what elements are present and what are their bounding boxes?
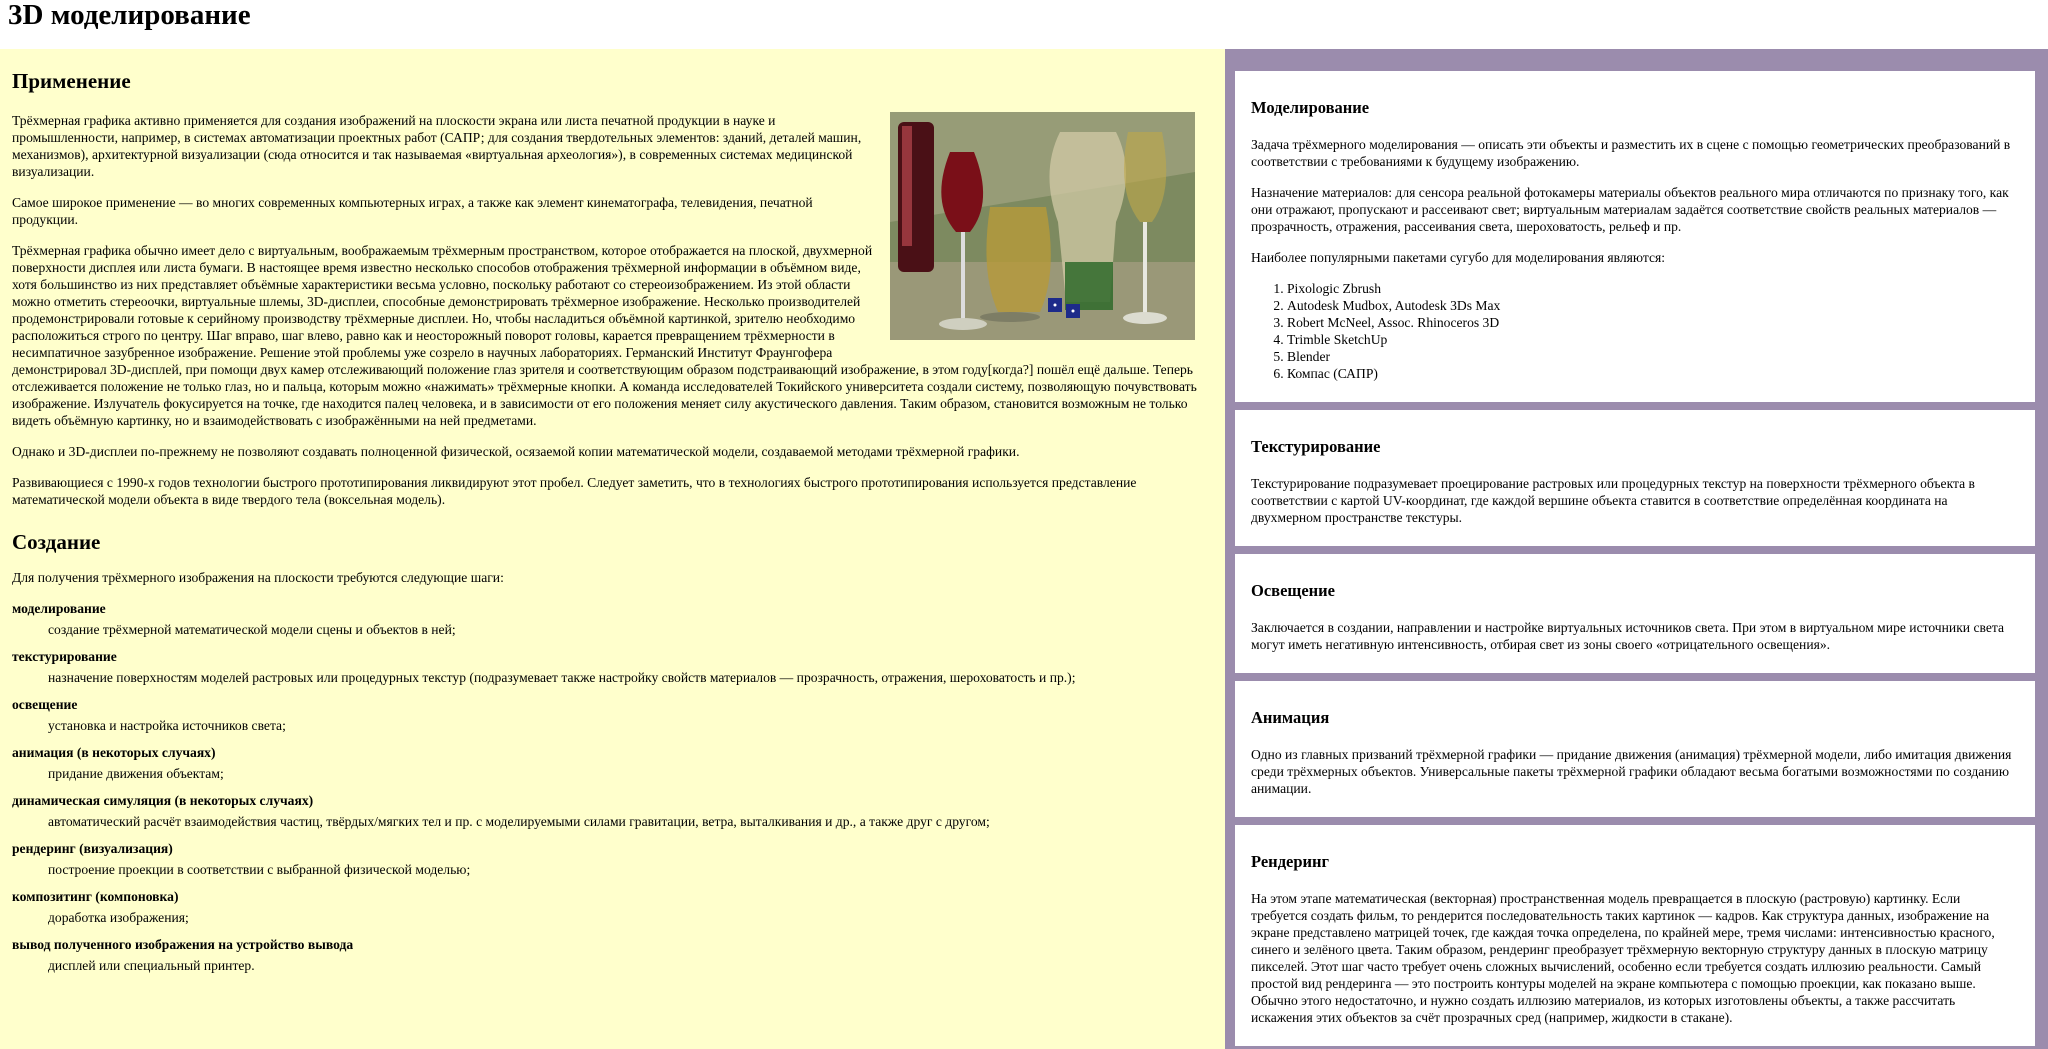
sidebar: [1225, 49, 2048, 1049]
creation-heading: Создание: [12, 530, 101, 554]
step-description: дисплей или специальный принтер.: [48, 958, 255, 973]
texturing-heading: Текстурирование: [1251, 437, 1381, 456]
modeling-paragraph: Наиболее популярными пакетами сугубо для моделирования являются:: [1251, 250, 1666, 265]
animation-card: [1235, 681, 2035, 817]
rendering-text: На этом этапе математическая (векторная) пространственная модель превращается в плоскую (растровую) картинку. Если требуется создать фильм, то рендерится последовательность таких картинок — кадров. Как структура данных, изображение на экране представлено матрицей точек, где каждая точка определена, по крайней мере, тремя числами: интенсивностью красного, синего и зелёного цвета. Таким образом, рендеринг преобразует трёхмерную векторную структуру данных в плоскую матрицу пикселей. Этот шаг часто требует очень сложных вычислений, особенно если требуется создать иллюзию реальности. Самый простой вид рендеринга — это построить контуры моделей на экране компьютера с помощью проекции, как показано выше. Обычно этого недостаточно, и нужно создать иллюзию материалов, из которых изготовлены объекты, а также рассчитать искажения этих объектов за счёт прозрачных сред (например, жидкости в стакане).: [1251, 891, 1995, 1025]
modeling-paragraph: Назначение материалов: для сенсора реальной фотокамеры материалы объектов реального мира отличаются по признаку того, как они отражают, пропускают и рассеивают свет; виртуальным материалам задаётся соответствие свойств реальных материалов — прозрачность, отражения, рассеивания света, шероховатость, рельеф и пр.: [1251, 185, 2009, 234]
lighting-card: [1235, 554, 2035, 673]
application-paragraph: Трёхмерная графика обычно имеет дело с виртуальным, воображаемым трёхмерным пространством, которое отображается на плоской, двухмерной поверхности дисплея или листа бумаги. В настоящее время известно несколько способов отображения трёхмерной информации в объёмном виде, хотя большинство из них представляет объёмные характеристики весьма условно, поскольку работают со стереоизображением. Из этой области можно отметить стереоочки, виртуальные шлемы, 3D-дисплеи, способные демонстрировать трёхмерное изображение. Несколько производителей продемонстрировали готовые к серийному производству трёхмерные дисплеи. Но, чтобы насладиться объёмной картинкой, зрителю необходимо расположиться строго по центру. Шаг вправо, шаг влево, равно как и неосторожный поворот головы, карается превращением трёхмерности в несимпатичное зазубренное изображение. Решение этой проблемы уже созрело в научных лабораториях. Германский Институт Фраунгофера демонстрировал 3D-дисплей, при помощи двух камер отслеживающий положение глаз зрителя и соответствующим образом подстраивающий изображение, в этом году[когда?] пошёл ещё дальше. Теперь отслеживается положение не только глаз, но и пальца, которым можно «нажимать» трёхмерные кнопки. А команда исследователей Токийского университета создали систему, позволяющую почувствовать изображение. Излучатель фокусируется на точке, где находится палец человека, и в зависимости от его положения меняет силу акустического давления. Таким образом, становится возможным не только видеть объёмную картинку, но и взаимодействовать с изображёнными на ней предметами.: [12, 243, 1197, 428]
rendering-card: [1235, 825, 2035, 1046]
lighting-text: Заключается в создании, направлении и настройке виртуальных источников света. При этом в виртуальном мире источники света могут иметь негативную интенсивность, отбирая свет из зоны своего «отрицательного освещения».: [1251, 620, 2005, 652]
step-term: освещение: [12, 697, 78, 712]
rendering-heading: Рендеринг: [1251, 852, 1330, 871]
step-term: рендеринг (визуализация): [12, 841, 173, 856]
application-paragraph: Однако и 3D-дисплеи по-прежнему не позволяют создавать полноценной физической, осязаемой копии математической модели, создаваемой методами трёхмерной графики.: [12, 444, 1020, 459]
texturing-text: Текстурирование подразумевает проецирование растровых или процедурных текстур на поверхности трёхмерного объекта в соответствии с картой UV-координат, где каждой вершине объекта ставится в соответствие определённая координата на двухмерном пространстве текстуры.: [1251, 476, 1975, 525]
list-item: 4. Trimble SketchUp: [1287, 331, 2019, 348]
list-item: 6. Компас (САПР): [1287, 365, 2019, 382]
animation-text: Одно из главных призваний трёхмерной графики — придание движения (анимация) трёхмерной модели, либо имитация движения среди трёхмерных объектов. Универсальные пакеты трёхмерной графики обладают весьма богатыми возможностями по созданию анимации.: [1251, 747, 2012, 796]
step-description: доработка изображения;: [48, 910, 189, 925]
step-description: автоматический расчёт взаимодействия частиц, твёрдых/мягких тел и пр. с моделируемыми силами гравитации, ветра, выталкивания и др., а также друг с другом;: [48, 814, 990, 829]
step-term: моделирование: [12, 601, 106, 616]
step-description: придание движения объектам;: [48, 766, 224, 781]
list-item: 3. Robert McNeel, Assoc. Rhinoceros 3D: [1287, 314, 2019, 331]
step-term: динамическая симуляция (в некоторых случаях): [12, 793, 314, 808]
animation-heading: Анимация: [1251, 708, 1330, 727]
step-term: анимация (в некоторых случаях): [12, 745, 216, 760]
creation-steps-list: [12, 600, 1217, 974]
step-term: текстурирование: [12, 649, 117, 664]
application-heading: Применение: [12, 69, 131, 93]
application-paragraph: Развивающиеся с 1990-х годов технологии быстрого прототипирования ликвидируют этот пробел. Следует заметить, что в технологиях быстрого прототипирования используется представление математической модели объекта в виде твердого тела (воксельная модель).: [12, 475, 1137, 507]
modeling-card: [1235, 71, 2035, 402]
list-item: 1. Pixologic Zbrush: [1287, 280, 2019, 297]
step-description: создание трёхмерной математической модели сцены и объектов в ней;: [48, 622, 456, 637]
step-term: композитинг (компоновка): [12, 889, 179, 904]
page-title: 3D моделирование: [8, 0, 251, 31]
step-description: построение проекции в соответствии с выбранной физической моделью;: [48, 862, 471, 877]
main-content: [0, 49, 1225, 1049]
list-item: 5. Blender: [1287, 348, 2019, 365]
modeling-packages-list: [1251, 280, 2019, 382]
step-description: установка и настройка источников света;: [48, 718, 286, 733]
texturing-card: [1235, 410, 2035, 546]
list-item: 2. Autodesk Mudbox, Autodesk 3Ds Max: [1287, 297, 2019, 314]
step-term: вывод полученного изображения на устройство вывода: [12, 937, 354, 952]
modeling-paragraph: Задача трёхмерного моделирования — описать эти объекты и разместить их в сцене с помощью геометрических преобразований в соответствии с требованиями к будущему изображению.: [1251, 137, 2011, 169]
creation-intro: Для получения трёхмерного изображения на плоскости требуются следующие шаги:: [12, 570, 504, 585]
step-description: назначение поверхностям моделей растровых или процедурных текстур (подразумевает также настройку свойств материалов — прозрачность, отражения, шероховатость и пр.);: [48, 670, 1076, 685]
application-paragraph: Самое широкое применение — во многих современных компьютерных играх, а также как элемент кинематографа, телевидения, печатной продукции.: [12, 195, 813, 227]
application-paragraph: Трёхмерная графика активно применяется для создания изображений на плоскости экрана или листа печатной продукции в науке и промышленности, например, в системах автоматизации проектных работ (САПР; для создания твердотельных элементов: зданий, деталей машин, механизмов), архитектурной визуализации (сюда относится и так называемая «виртуальная археология»), в современных системах медицинской визуализации.: [12, 113, 862, 179]
lighting-heading: Освещение: [1251, 581, 1335, 600]
rendered-glassware-image: [890, 112, 1195, 340]
modeling-heading: Моделирование: [1251, 98, 1370, 117]
